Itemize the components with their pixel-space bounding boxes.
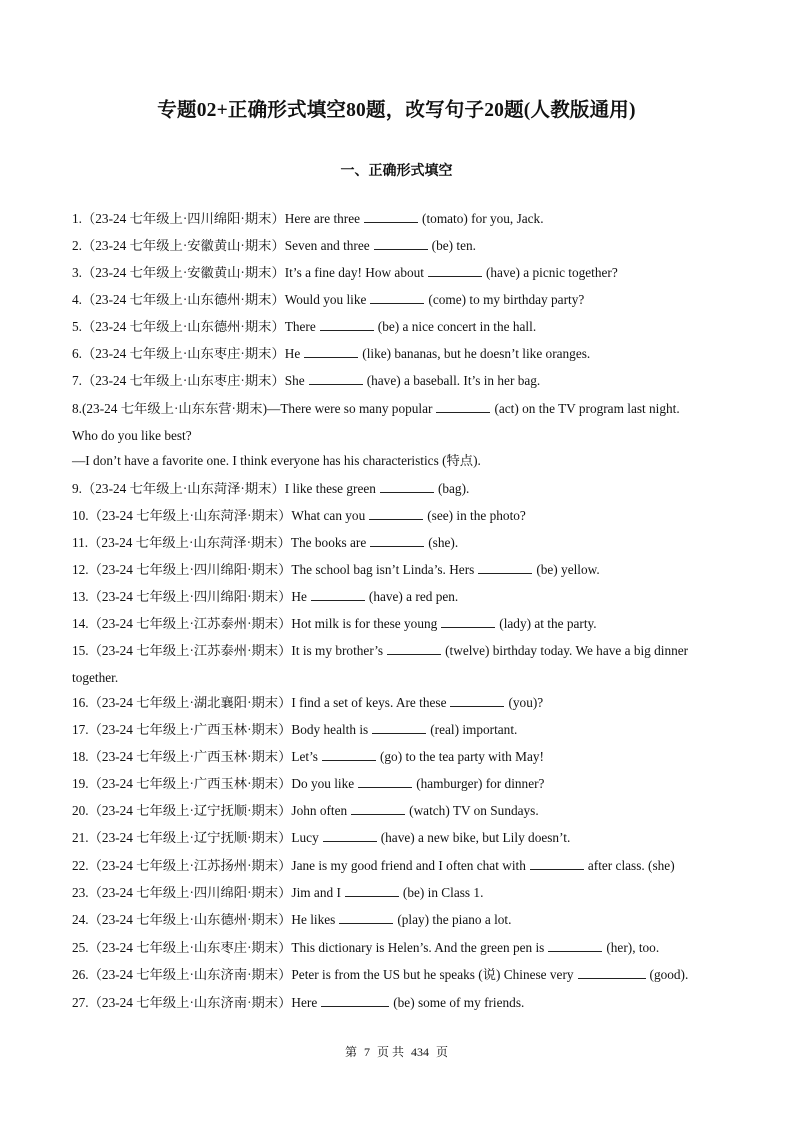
question-source: （23-24 七年级上·安徽黄山·期末） [81,265,285,280]
question-text-before: Jim and I [291,885,341,900]
question-text-before: This dictionary is Helen’s. And the green pen is [291,940,545,955]
answer-blank[interactable] [428,264,482,277]
question-source: （23-24 七年级上·山东枣庄·期末） [81,346,285,361]
answer-blank[interactable] [380,480,434,493]
question-text-before: Jane is my good friend and I often chat with [291,858,526,873]
answer-blank[interactable] [370,534,424,547]
question-text-after: (act) on the TV program last night. [494,401,680,416]
question-text-before: She [284,373,305,388]
answer-blank[interactable] [450,694,504,707]
question-text-after: (have) a picnic together? [485,265,618,280]
footer-middle: 页 共 [376,1045,404,1059]
question-text-before: Peter is from the US but he speaks (说) Chinese very [291,967,574,982]
question-source: （23-24 七年级上·山东德州·期末） [81,319,285,334]
question-item [72,694,543,712]
answer-blank[interactable] [321,994,389,1007]
question-source: (23-24 七年级上·山东东营·期末) [81,401,268,416]
question-text-after: (her), too. [606,940,660,955]
question-item [72,534,458,552]
footer-suffix: 页 [436,1045,449,1059]
question-text-before: Would you like [284,292,367,307]
question-continuation: Who do you like best? [72,428,192,443]
question-text-before: Seven and three [284,238,370,253]
question-text-after: (be) in Class 1. [402,885,484,900]
question-item [72,237,476,255]
question-source: （23-24 七年级上·山东德州·期末） [81,292,285,307]
question-text-before: I like these green [284,481,376,496]
question-source: （23-24 七年级上·四川绵阳·期末） [88,885,292,900]
question-text-after: (tomato) for you, Jack. [422,211,544,226]
question-text-after: (you)? [508,695,544,710]
question-number: 7. [72,373,82,388]
question-number: 26. [72,967,89,982]
answer-blank[interactable] [436,400,490,413]
question-item [72,400,680,418]
question-text-before: Here [291,995,318,1010]
question-number: 4. [72,292,82,307]
question-text-after: (play) the piano a lot. [397,912,512,927]
answer-blank[interactable] [351,802,405,815]
question-text-after: (be) a nice concert in the hall. [377,319,537,334]
question-number: 16. [72,695,89,710]
answer-blank[interactable] [372,721,426,734]
answer-blank[interactable] [339,911,393,924]
question-text-before: The books are [290,535,367,550]
question-continuation: —I don’t have a favorite one. I think everyone has his characteristics (特点). [72,453,481,468]
question-text-after: (hamburger) for dinner? [416,776,545,791]
question-text-after: (watch) TV on Sundays. [409,803,539,818]
question-text-before: —There were so many popular [267,401,433,416]
question-item [72,264,618,282]
question-text-before: Do you like [291,776,355,791]
footer-total-pages: 434 [411,1045,429,1059]
question-text-after: after class. (she) [587,858,675,873]
question-item [72,345,590,363]
answer-blank[interactable] [322,748,376,761]
question-source: （23-24 七年级上·广西玉林·期末） [88,776,292,791]
question-number: 23. [72,885,89,900]
answer-blank[interactable] [311,588,365,601]
question-number: 10. [72,508,89,523]
question-number: 8. [72,401,82,416]
question-text-after: (be) ten. [431,238,476,253]
question-item [72,802,539,820]
question-text-before: I find a set of keys. Are these [291,695,447,710]
page-footer [0,1043,793,1060]
question-item [72,721,517,739]
question-item [72,748,544,766]
answer-blank[interactable] [364,210,418,223]
question-number: 24. [72,912,89,927]
question-item [72,857,675,875]
question-source: （23-24 七年级上·山东菏泽·期末） [88,508,292,523]
question-number: 13. [72,589,89,604]
question-item [72,829,570,847]
question-number: 14. [72,616,89,631]
answer-blank[interactable] [478,561,532,574]
question-number: 9. [72,481,82,496]
question-item [72,318,536,336]
question-text-after: (have) a new bike, but Lily doesn’t. [380,830,571,845]
question-source: （23-24 七年级上·江苏泰州·期末） [88,616,292,631]
question-text-before: There [284,319,316,334]
question-source: （23-24 七年级上·四川绵阳·期末） [88,562,292,577]
question-source: （23-24 七年级上·江苏泰州·期末） [88,643,292,658]
question-text-after: (twelve) birthday today. We have a big dinner [445,643,689,658]
question-item [72,911,511,929]
question-source: （23-24 七年级上·山东济南·期末） [88,967,292,982]
question-source: （23-24 七年级上·江苏扬州·期末） [88,858,292,873]
answer-blank[interactable] [309,372,363,385]
question-number: 5. [72,319,82,334]
question-number: 22. [72,858,89,873]
question-source: （23-24 七年级上·四川绵阳·期末） [88,589,292,604]
question-source: （23-24 七年级上·山东枣庄·期末） [88,940,292,955]
question-item [72,588,458,606]
footer-prefix: 第 [344,1045,357,1059]
question-item [72,210,544,228]
question-text-before: It’s a fine day! How about [284,265,424,280]
question-number: 6. [72,346,82,361]
question-text-before: He [284,346,301,361]
question-number: 3. [72,265,82,280]
question-number: 27. [72,995,89,1010]
question-text-after: (see) in the photo? [427,508,526,523]
question-text-after: (have) a baseball. It’s in her bag. [366,373,541,388]
question-number: 17. [72,722,89,737]
answer-blank[interactable] [370,291,424,304]
question-text-before: What can you [291,508,366,523]
question-text-before: Hot milk is for these young [291,616,438,631]
question-text-after: (come) to my birthday party? [428,292,585,307]
answer-blank[interactable] [345,884,399,897]
question-source: （23-24 七年级上·辽宁抚顺·期末） [88,803,292,818]
question-number: 20. [72,803,89,818]
question-text-after: (lady) at the party. [499,616,597,631]
question-item [72,507,526,525]
section-heading: 一、正确形式填空 [340,164,453,179]
question-item [72,775,544,793]
question-text-before: He [291,589,307,604]
question-text-after: (real) important. [430,722,518,737]
answer-blank[interactable] [304,345,358,358]
answer-blank[interactable] [387,642,441,655]
question-item [72,615,597,633]
document-title: 专题02+正确形式填空80题，改写句子20题(人教版通用) [157,100,636,121]
question-number: 18. [72,749,89,764]
question-item [72,939,659,957]
question-text-after: (she). [428,535,459,550]
question-source: （23-24 七年级上·安徽黄山·期末） [81,238,285,253]
question-item [72,642,688,660]
answer-blank[interactable] [320,318,374,331]
question-number: 1. [72,211,82,226]
answer-blank[interactable] [578,966,646,979]
question-text-before: Let’s [291,749,318,764]
question-text-before: John often [291,803,348,818]
question-number: 21. [72,830,89,845]
question-text-before: The school bag isn’t Linda’s. Hers [291,562,475,577]
question-item [72,561,600,579]
question-source: （23-24 七年级上·山东菏泽·期末） [81,481,285,496]
question-source: （23-24 七年级上·湖北襄阳·期末） [88,695,292,710]
footer-page-number: 7 [363,1045,370,1059]
question-item [72,480,469,498]
question-continuation: together. [72,670,119,685]
question-text-before: It is my brother’s [291,643,384,658]
question-number: 12. [72,562,89,577]
question-item [72,291,584,309]
question-source: （23-24 七年级上·广西玉林·期末） [88,749,292,764]
answer-blank[interactable] [369,507,423,520]
question-source: （23-24 七年级上·山东枣庄·期末） [81,373,285,388]
answer-blank[interactable] [358,775,412,788]
question-item [72,372,540,390]
question-number: 2. [72,238,82,253]
question-item [72,966,688,984]
question-text-before: Body health is [291,722,369,737]
question-item [72,994,524,1012]
question-text-after: (good). [649,967,689,982]
question-source: （23-24 七年级上·四川绵阳·期末） [81,211,285,226]
question-text-before: He likes [291,912,336,927]
answer-blank[interactable] [548,939,602,952]
question-item [72,884,483,902]
question-source: （23-24 七年级上·山东济南·期末） [88,995,292,1010]
answer-blank[interactable] [530,857,584,870]
question-text-before: Here are three [284,211,361,226]
question-text-after: (go) to the tea party with May! [379,749,544,764]
question-number: 19. [72,776,89,791]
question-text-after: (like) bananas, but he doesn’t like oranges. [362,346,591,361]
question-source: （23-24 七年级上·广西玉林·期末） [88,722,292,737]
question-number: 11. [72,535,89,550]
question-source: （23-24 七年级上·辽宁抚顺·期末） [88,830,292,845]
question-number: 15. [72,643,89,658]
answer-blank[interactable] [323,829,377,842]
question-text-after: (be) yellow. [536,562,600,577]
answer-blank[interactable] [441,615,495,628]
question-source: （23-24 七年级上·山东德州·期末） [88,912,292,927]
question-text-after: (be) some of my friends. [393,995,525,1010]
question-number: 25. [72,940,89,955]
question-source: （23-24 七年级上·山东菏泽·期末） [88,535,291,550]
question-text-before: Lucy [291,830,319,845]
question-text-after: (bag). [437,481,470,496]
answer-blank[interactable] [374,237,428,250]
question-text-after: (have) a red pen. [368,589,459,604]
